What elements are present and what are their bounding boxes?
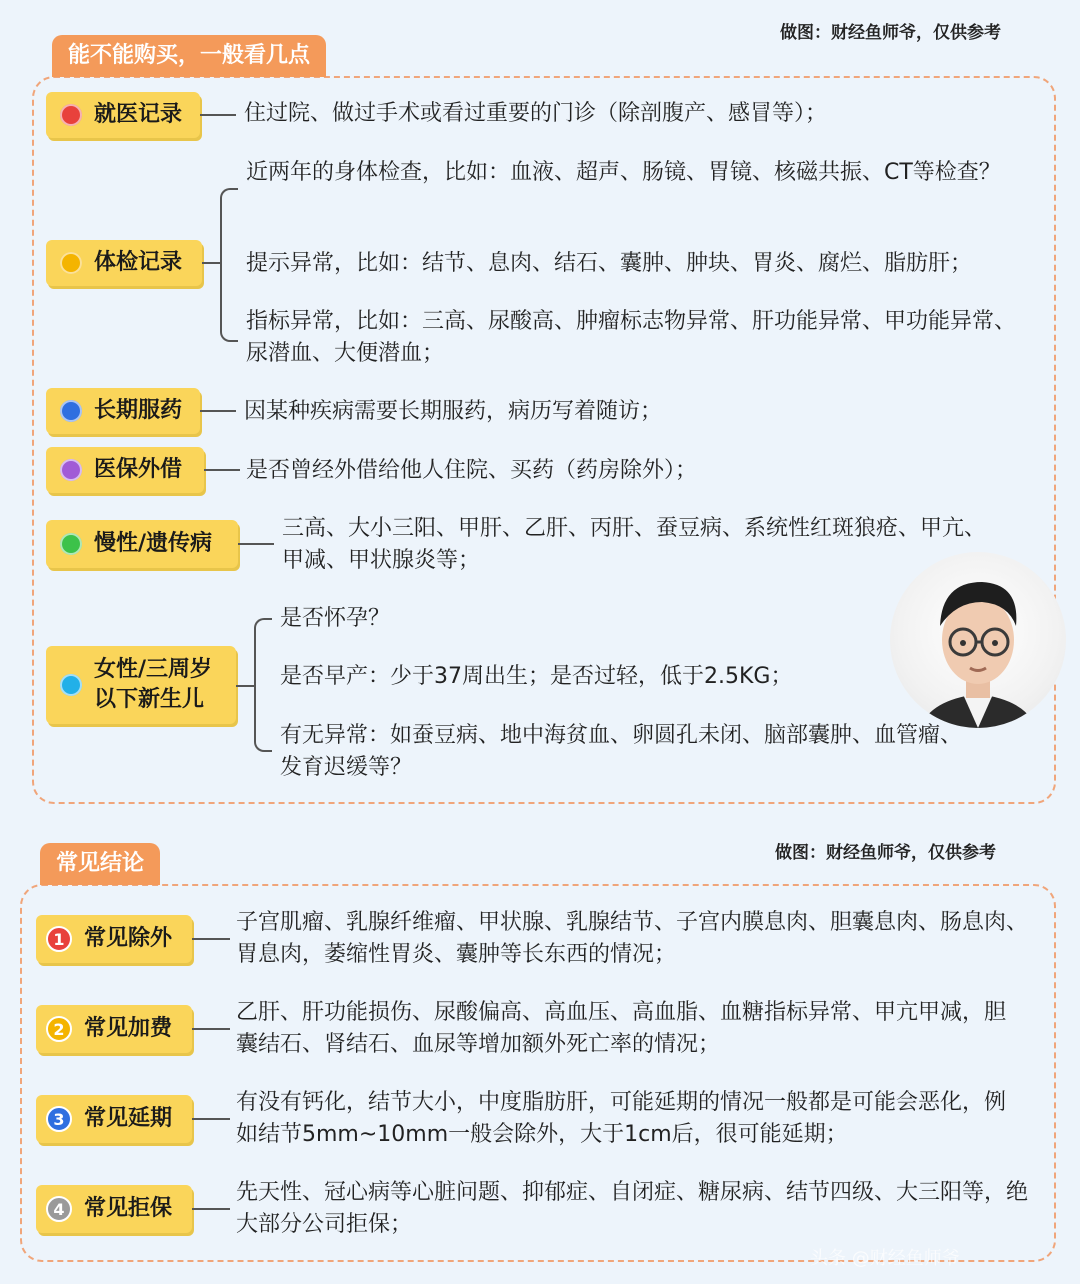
item-text: 是否曾经外借给他人住院、买药（药房除外）； bbox=[246, 458, 698, 483]
connector-line bbox=[204, 469, 240, 471]
item-text: 有没有钙化，结节大小，中度脂肪肝，可能延期的情况一般都是可能会恶化，例如结节5mm~10mm一般会除外，大于1cm后，很可能延期； bbox=[236, 1090, 1007, 1147]
watermark: 头条 @财经鱼师爷 bbox=[810, 1248, 960, 1269]
label-common-exclusion: 1 常见除外 bbox=[36, 915, 192, 963]
item-text: 先天性、冠心病等心脏问题、抑郁症、自闭症、糖尿病、结节四级、大三阳等，绝大部分公司拒保； bbox=[236, 1180, 1029, 1237]
blue-dot-icon bbox=[60, 400, 82, 422]
connector-line bbox=[200, 410, 236, 412]
label-text-group: 女性/三周岁 以下新生儿 bbox=[94, 657, 213, 712]
author-avatar bbox=[890, 552, 1066, 728]
item-text: 是否怀孕？ bbox=[280, 606, 391, 631]
section2-title: 常见结论 bbox=[40, 843, 160, 885]
label-common-refusal: 4 常见拒保 bbox=[36, 1185, 192, 1233]
number-badge: 4 bbox=[46, 1196, 72, 1222]
item-text: 近两年的身体检查，比如：血液、超声、肠镜、胃镜、核磁共振、CT等检查？ bbox=[246, 160, 1001, 185]
connector-line bbox=[192, 1118, 230, 1120]
section1-title: 能不能购买，一般看几点 bbox=[52, 35, 326, 77]
connector-line bbox=[192, 1208, 230, 1210]
label-long-term-medication: 长期服药 bbox=[46, 388, 200, 434]
item-text: 三高、大小三阳、甲肝、乙肝、丙肝、蚕豆病、系统性红斑狼疮、甲亢、甲减、甲状腺炎等； bbox=[282, 516, 987, 573]
item-text: 提示异常，比如：结节、息肉、结石、囊肿、肿块、胃炎、腐烂、脂肪肝； bbox=[246, 251, 973, 276]
label-female-newborn bbox=[46, 646, 236, 724]
credit-top: 做图：财经鱼师爷，仅供参考 bbox=[780, 23, 1001, 43]
item-text: 是否早产：少于37周出生；是否过轻，低于2.5KG； bbox=[280, 664, 793, 689]
item-text: 指标异常，比如：三高、尿酸高、肿瘤标志物异常、肝功能异常、甲功能异常、尿潜血、大便潜血； bbox=[246, 309, 1017, 366]
connector-line bbox=[192, 938, 230, 940]
item-text: 因某种疾病需要长期服药，病历写着随访； bbox=[244, 399, 663, 424]
number-badge: 3 bbox=[46, 1106, 72, 1132]
item-text: 子宫肌瘤、乳腺纤维瘤、甲状腺、乳腺结节、子宫内膜息肉、胆囊息肉、肠息肉、胃息肉，萎缩性胃炎、囊肿等长东西的情况； bbox=[236, 910, 1029, 967]
label-insurance-lending: 医保外借 bbox=[46, 447, 204, 493]
cyan-dot-icon bbox=[60, 674, 82, 696]
person-portrait-icon bbox=[890, 552, 1066, 728]
credit-bottom: 做图：财经鱼师爷，仅供参考 bbox=[775, 843, 996, 863]
connector-line bbox=[238, 543, 274, 545]
green-dot-icon bbox=[60, 533, 82, 555]
label-chronic-disease: 慢性/遗传病 bbox=[46, 520, 238, 568]
label-common-postpone: 3 常见延期 bbox=[36, 1095, 192, 1143]
bracket bbox=[220, 188, 238, 342]
item-text: 乙肝、肝功能损伤、尿酸偏高、高血压、高血脂、血糖指标异常、甲亢甲减，胆囊结石、肾结石、血尿等增加额外死亡率的情况； bbox=[236, 1000, 1007, 1057]
item-text: 有无异常：如蚕豆病、地中海贫血、卵圆孔未闭、脑部囊肿、血管瘤、发育迟缓等？ bbox=[280, 723, 963, 780]
red-dot-icon bbox=[60, 104, 82, 126]
label-common-surcharge: 2 常见加费 bbox=[36, 1005, 192, 1053]
item-text: 住过院、做过手术或看过重要的门诊（除剖腹产、感冒等）； bbox=[244, 101, 828, 126]
connector-line bbox=[202, 262, 220, 264]
purple-dot-icon bbox=[60, 459, 82, 481]
label-medical-record: 就医记录 bbox=[46, 92, 200, 138]
orange-dot-icon bbox=[60, 252, 82, 274]
bracket bbox=[254, 618, 272, 752]
number-badge: 2 bbox=[46, 1016, 72, 1042]
connector-line bbox=[236, 685, 254, 687]
connector-line bbox=[192, 1028, 230, 1030]
connector-line bbox=[200, 114, 236, 116]
label-checkup-record: 体检记录 bbox=[46, 240, 202, 286]
number-badge: 1 bbox=[46, 926, 72, 952]
